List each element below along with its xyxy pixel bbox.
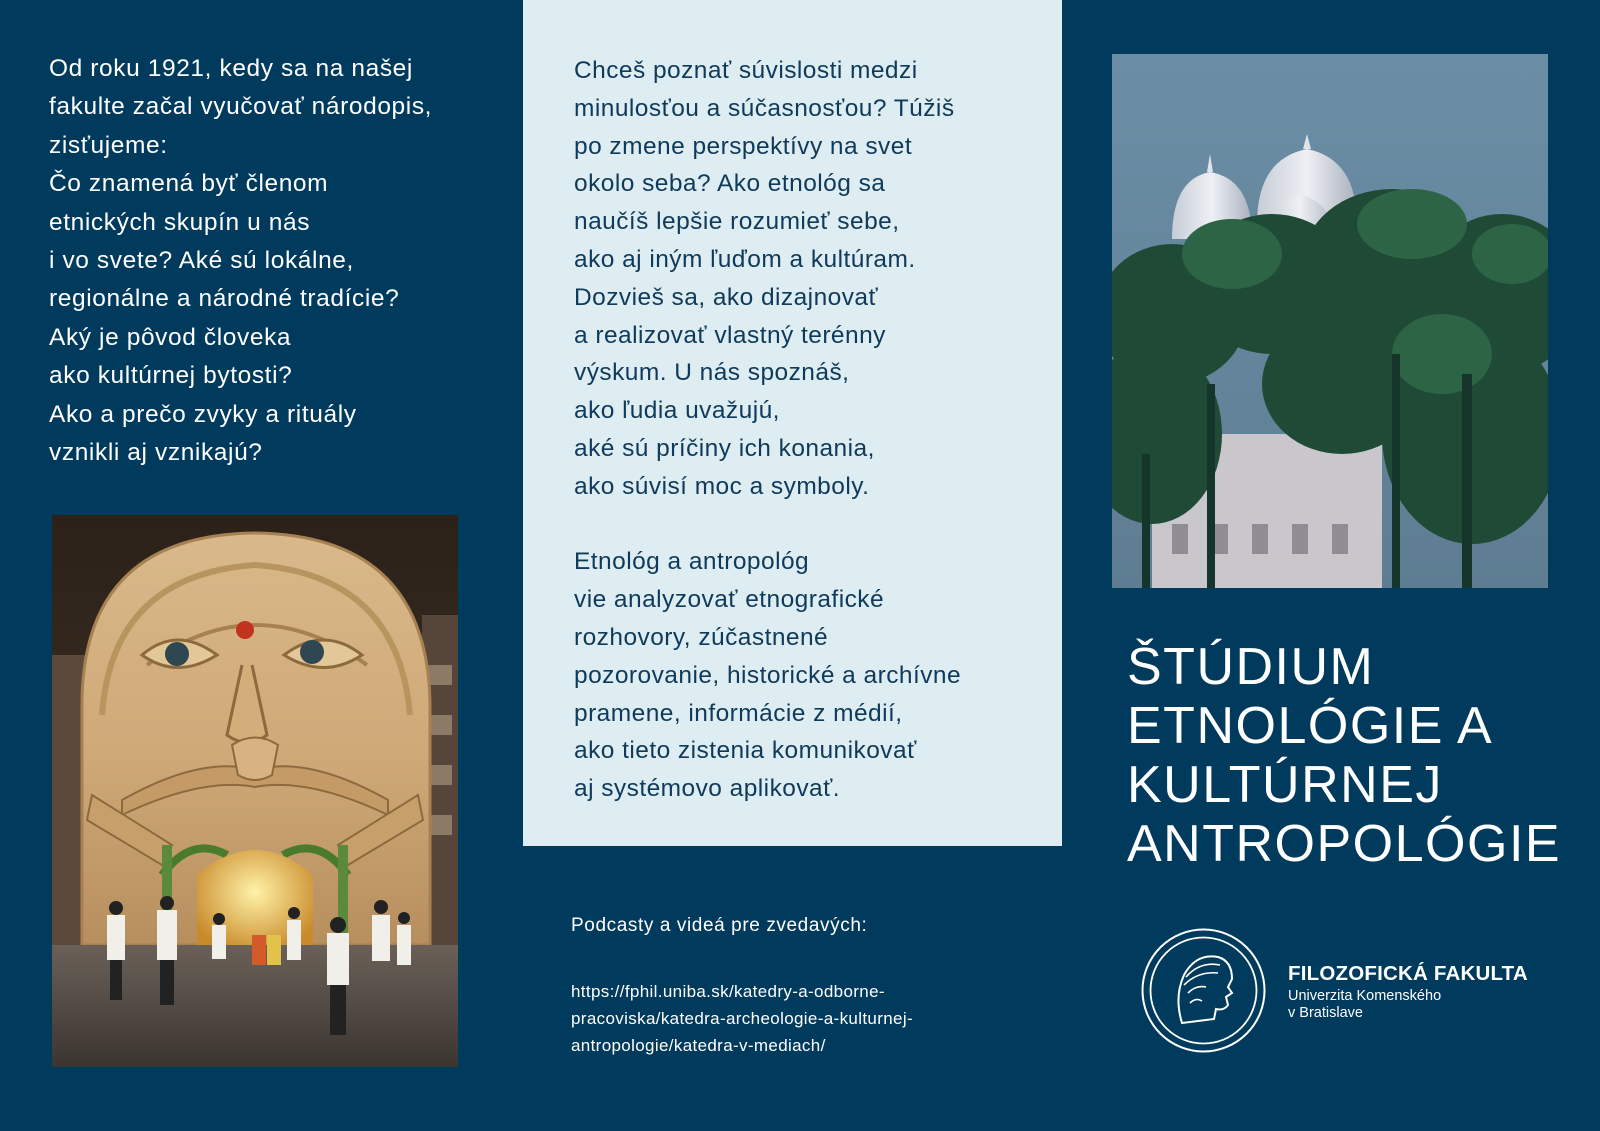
paragraph-gap (574, 506, 1044, 544)
intro-line: Od roku 1921, kedy sa na našej (49, 55, 413, 82)
intro-line: Ako a prečo zvyky a rituály (49, 400, 357, 428)
body-line: a realizovať vlastný terénny (574, 321, 886, 349)
intro-line: ako kultúrnej bytosti? (49, 362, 293, 390)
university-name: Univerzita Komenského (1288, 988, 1442, 1004)
intro-line: Čo znamená byť členom (49, 170, 329, 198)
title-line: ANTROPOLÓGIE (1127, 815, 1562, 873)
title-line: KULTÚRNEJ (1127, 756, 1443, 814)
intro-line: regionálne a národné tradície? (49, 285, 400, 313)
body-line: naučíš lepšie rozumieť sebe, (574, 208, 900, 236)
body-line: ako súvisí moc a symboly. (574, 472, 870, 500)
intro-line: etnických skupín u nás (49, 208, 311, 236)
body-line: pozorovanie, historické a archívne (574, 661, 962, 689)
podcast-label: Podcasty a videá pre zvedavých: (571, 915, 868, 936)
body-line: minulosťou a súčasnosťou? Túžiš (574, 94, 955, 122)
podcast-link-line[interactable]: https://fphil.uniba.sk/katedry-a-odborne- (571, 982, 885, 1001)
intro-line: vznikli aj vznikajú? (49, 439, 263, 467)
faculty-logo-text (1288, 962, 1528, 1022)
body-line: po zmene perspektívy na svet (574, 132, 913, 160)
center-text-panel (523, 0, 1062, 846)
body-line: výskum. U nás spoznáš, (574, 359, 850, 387)
body-line: Chceš poznať súvislosti medzi (574, 57, 918, 84)
intro-line: i vo svete? Aké sú lokálne, (49, 247, 354, 275)
body-line: Etnológ a antropológ (574, 548, 810, 576)
body-line: ako ľudia uvažujú, (574, 397, 780, 425)
festival-gate-photo (52, 515, 458, 1067)
palace-trees-photo (1112, 54, 1548, 588)
podcast-link[interactable] (571, 978, 913, 1059)
body-line: pramene, informácie z médií, (574, 699, 903, 727)
intro-line: fakulte začal vyučovať národopis, (49, 93, 433, 121)
center-body-text (574, 52, 1044, 808)
faculty-name: FILOZOFICKÁ FAKULTA (1288, 962, 1528, 985)
main-title (1127, 638, 1561, 874)
title-line: ŠTÚDIUM (1127, 638, 1375, 696)
university-city: v Bratislave (1288, 1005, 1363, 1021)
body-line: vie analyzovať etnografické (574, 586, 885, 614)
body-line: rozhovory, zúčastnené (574, 623, 829, 651)
body-line: aké sú príčiny ich konania, (574, 434, 875, 462)
title-line: ETNOLÓGIE A (1127, 697, 1494, 755)
intro-line: zisťujeme: (49, 131, 168, 159)
body-line: okolo seba? Ako etnológ sa (574, 170, 886, 198)
podcast-link-line[interactable]: antropologie/katedra-v-mediach/ (571, 1036, 826, 1055)
body-line: Dozvieš sa, ako dizajnovať (574, 283, 879, 311)
intro-line: Aký je pôvod človeka (49, 323, 292, 351)
minerva-head-seal-icon (1140, 927, 1267, 1054)
body-line: ako tieto zistenia komunikovať (574, 737, 917, 765)
podcast-link-line[interactable]: pracoviska/katedra-archeologie-a-kulturnej- (571, 1009, 913, 1028)
intro-text (49, 50, 489, 472)
body-line: ako aj iným ľuďom a kultúram. (574, 245, 916, 273)
body-line: aj systémovo aplikovať. (574, 775, 841, 803)
